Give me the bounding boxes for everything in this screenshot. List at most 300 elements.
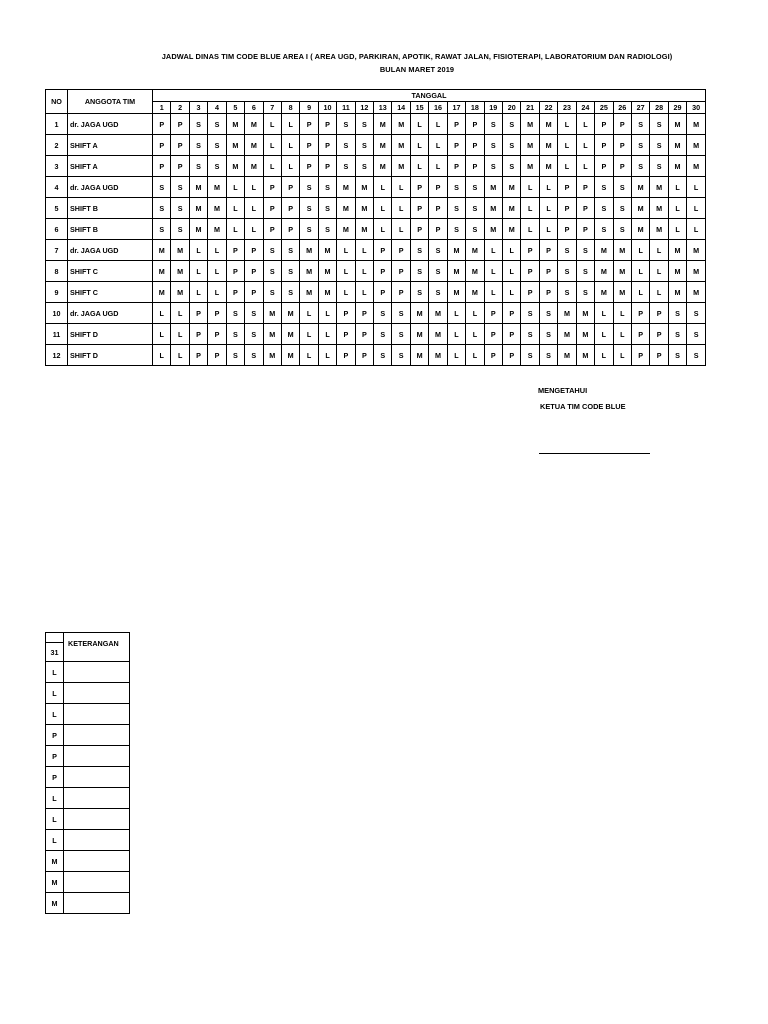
shift-cell: L <box>503 240 521 261</box>
shift-cell: P <box>374 282 392 303</box>
member-name: dr. JAGA UGD <box>68 240 153 261</box>
shift-cell: L <box>521 177 539 198</box>
notes-row <box>46 851 130 872</box>
shift-cell: L <box>208 282 226 303</box>
shift-cell: L <box>374 198 392 219</box>
shift-cell: M <box>300 240 318 261</box>
shift-cell: M <box>189 177 207 198</box>
shift-cell: M <box>429 303 447 324</box>
shift-cell: P <box>576 198 594 219</box>
day-header-cell: 11 <box>337 102 355 114</box>
shift-cell: S <box>466 177 484 198</box>
shift-cell: S <box>613 219 631 240</box>
shift-cell: M <box>558 345 576 366</box>
shift-cell: S <box>355 156 373 177</box>
shift-cell: L <box>153 324 171 345</box>
shift-cell: S <box>576 282 594 303</box>
shift-cell: P <box>337 303 355 324</box>
shift-cell: S <box>263 282 281 303</box>
shift-cell: P <box>631 324 649 345</box>
table-row <box>46 261 706 282</box>
shift-cell: S <box>171 177 189 198</box>
shift-cell: M <box>521 135 539 156</box>
shift-cell: P <box>245 240 263 261</box>
shift-cell: L <box>631 282 649 303</box>
shift-cell: S <box>576 240 594 261</box>
shift-cell: S <box>318 219 336 240</box>
shift-cell: P <box>613 135 631 156</box>
shift-cell: M <box>484 198 502 219</box>
table-row <box>46 303 706 324</box>
shift-cell: P <box>410 198 428 219</box>
member-name: dr. JAGA UGD <box>68 303 153 324</box>
member-name: SHIFT A <box>68 156 153 177</box>
shift-cell: M <box>226 156 244 177</box>
notes-row <box>46 872 130 893</box>
shift-cell: P <box>466 114 484 135</box>
shift-cell: L <box>447 324 465 345</box>
shift-cell: P <box>613 156 631 177</box>
notes-cell[interactable] <box>64 746 130 767</box>
notes-row <box>46 893 130 914</box>
shift-cell: P <box>171 114 189 135</box>
shift-cell: M <box>539 156 557 177</box>
member-name: SHIFT D <box>68 345 153 366</box>
shift-cell: P <box>558 198 576 219</box>
shift-cell: P <box>484 324 502 345</box>
shift-cell: S <box>410 240 428 261</box>
shift-cell: L <box>447 303 465 324</box>
shift-cell: L <box>521 219 539 240</box>
shift-cell: M <box>631 177 649 198</box>
shift-cell: M <box>355 219 373 240</box>
day-header-cell: 27 <box>631 102 649 114</box>
day-header-cell: 4 <box>208 102 226 114</box>
day-header-cell: 7 <box>263 102 281 114</box>
shift-cell: M <box>595 261 613 282</box>
shift-cell: M <box>687 240 706 261</box>
row-number: 2 <box>46 135 68 156</box>
shift-cell: P <box>281 219 299 240</box>
shift-cell: M <box>613 261 631 282</box>
member-name: SHIFT C <box>68 261 153 282</box>
shift-cell: M <box>374 114 392 135</box>
notes-row <box>46 704 130 725</box>
shift-cell: P <box>374 261 392 282</box>
day-header-cell: 3 <box>189 102 207 114</box>
shift-cell: S <box>631 114 649 135</box>
shift-cell: S <box>539 303 557 324</box>
notes-cell[interactable] <box>64 851 130 872</box>
shift-cell: M <box>263 324 281 345</box>
shift-cell: M <box>337 219 355 240</box>
shift-cell: L <box>300 324 318 345</box>
shift-cell: P <box>355 345 373 366</box>
day-header-cell: 16 <box>429 102 447 114</box>
shift-cell: L <box>281 114 299 135</box>
notes-cell[interactable] <box>64 725 130 746</box>
row-number: 8 <box>46 261 68 282</box>
shift-cell: M <box>484 177 502 198</box>
shift-cell: S <box>631 135 649 156</box>
shift-cell: M <box>226 135 244 156</box>
notes-row <box>46 809 130 830</box>
shift-cell: S <box>447 198 465 219</box>
shift-cell: S <box>392 303 410 324</box>
shift-cell: S <box>263 261 281 282</box>
shift-cell: P <box>226 261 244 282</box>
shift-cell: L <box>631 240 649 261</box>
shift-cell: L <box>668 219 686 240</box>
table-row <box>46 156 706 177</box>
shift-cell: P <box>153 135 171 156</box>
shift-cell: P <box>558 177 576 198</box>
shift-cell: P <box>650 303 668 324</box>
shift-cell: M <box>668 282 686 303</box>
col-member-header: ANGGOTA TIM <box>68 90 153 114</box>
shift-cell: S <box>392 324 410 345</box>
shift-cell: P <box>318 114 336 135</box>
day-header-cell: 15 <box>410 102 428 114</box>
acknowledged-label: MENGETAHUI <box>538 386 588 395</box>
table-row <box>46 177 706 198</box>
row-number: 11 <box>46 324 68 345</box>
shift-cell: L <box>687 219 706 240</box>
shift-cell: S <box>503 156 521 177</box>
row-number: 10 <box>46 303 68 324</box>
shift-cell: S <box>503 114 521 135</box>
shift-cell: L <box>539 219 557 240</box>
shift-cell: S <box>281 261 299 282</box>
day-header-cell: 21 <box>521 102 539 114</box>
shift-cell: M <box>539 135 557 156</box>
shift-cell: L <box>558 156 576 177</box>
shift-cell: L <box>595 345 613 366</box>
day-header-cell: 8 <box>281 102 299 114</box>
shift-cell: P <box>300 114 318 135</box>
signature-line <box>539 453 650 454</box>
shift-cell: M <box>576 345 594 366</box>
day-header-cell: 13 <box>374 102 392 114</box>
shift-cell: S <box>226 345 244 366</box>
shift-cell: S <box>595 198 613 219</box>
shift-cell: M <box>521 156 539 177</box>
day-header-cell: 1 <box>153 102 171 114</box>
shift-cell: S <box>484 135 502 156</box>
shift-cell: M <box>668 240 686 261</box>
notes-cell[interactable] <box>64 683 130 704</box>
shift-cell: S <box>466 219 484 240</box>
shift-cell: S <box>595 219 613 240</box>
shift-cell: S <box>337 156 355 177</box>
shift-cell: L <box>245 177 263 198</box>
shift-cell: P <box>595 135 613 156</box>
table-row <box>46 345 706 366</box>
shift-cell: P <box>631 303 649 324</box>
shift-cell: M <box>466 282 484 303</box>
member-name: dr. JAGA UGD <box>68 177 153 198</box>
notes-row <box>46 683 130 704</box>
shift-cell: M <box>539 114 557 135</box>
day31-shift-cell: L <box>46 809 64 830</box>
shift-cell: L <box>374 219 392 240</box>
shift-cell: S <box>503 135 521 156</box>
shift-cell: M <box>281 303 299 324</box>
shift-cell: L <box>189 261 207 282</box>
shift-cell: M <box>668 135 686 156</box>
shift-cell: L <box>410 114 428 135</box>
shift-cell: P <box>447 156 465 177</box>
shift-cell: P <box>429 177 447 198</box>
shift-cell: M <box>650 198 668 219</box>
shift-cell: L <box>595 324 613 345</box>
shift-cell: M <box>318 240 336 261</box>
shift-cell: L <box>668 177 686 198</box>
shift-cell: M <box>668 156 686 177</box>
shift-cell: P <box>576 177 594 198</box>
shift-cell: M <box>631 219 649 240</box>
shift-cell: M <box>281 345 299 366</box>
shift-cell: L <box>153 303 171 324</box>
shift-cell: P <box>355 324 373 345</box>
shift-cell: S <box>539 324 557 345</box>
shift-cell: S <box>668 324 686 345</box>
shift-cell: L <box>226 198 244 219</box>
notes-cell[interactable] <box>64 767 130 788</box>
notes-cell[interactable] <box>64 704 130 725</box>
shift-cell: L <box>171 345 189 366</box>
shift-cell: S <box>189 156 207 177</box>
shift-cell: M <box>392 135 410 156</box>
shift-cell: P <box>521 240 539 261</box>
shift-cell: L <box>226 177 244 198</box>
shift-cell: P <box>337 324 355 345</box>
shift-cell: M <box>613 282 631 303</box>
shift-cell: S <box>576 261 594 282</box>
shift-cell: M <box>245 114 263 135</box>
member-name: SHIFT B <box>68 219 153 240</box>
shift-cell: P <box>189 324 207 345</box>
notes-row <box>46 662 130 683</box>
shift-cell: P <box>650 345 668 366</box>
shift-cell: P <box>503 345 521 366</box>
day-header-cell: 17 <box>447 102 465 114</box>
day31-shift-cell: L <box>46 830 64 851</box>
day31-shift-cell: M <box>46 893 64 914</box>
shift-cell: P <box>539 240 557 261</box>
notes-cell[interactable] <box>64 809 130 830</box>
shift-cell: M <box>521 114 539 135</box>
shift-cell: M <box>208 198 226 219</box>
shift-cell: P <box>503 324 521 345</box>
shift-cell: L <box>613 345 631 366</box>
shift-cell: S <box>613 198 631 219</box>
shift-cell: L <box>355 240 373 261</box>
shift-cell: S <box>484 156 502 177</box>
shift-cell: L <box>539 198 557 219</box>
shift-cell: S <box>392 345 410 366</box>
shift-cell: P <box>503 303 521 324</box>
day-header-cell: 2 <box>171 102 189 114</box>
shift-cell: L <box>318 303 336 324</box>
shift-cell: S <box>226 303 244 324</box>
shift-cell: S <box>650 135 668 156</box>
shift-cell: L <box>392 198 410 219</box>
shift-cell: P <box>245 282 263 303</box>
shift-cell: L <box>318 345 336 366</box>
shift-cell: L <box>503 261 521 282</box>
shift-cell: P <box>263 177 281 198</box>
shift-cell: M <box>576 324 594 345</box>
shift-cell: P <box>595 156 613 177</box>
shift-cell: P <box>318 156 336 177</box>
shift-cell: M <box>337 177 355 198</box>
shift-cell: S <box>410 261 428 282</box>
shift-cell: M <box>189 198 207 219</box>
row-number: 3 <box>46 156 68 177</box>
shift-cell: M <box>687 261 706 282</box>
shift-cell: M <box>226 114 244 135</box>
shift-cell: M <box>687 156 706 177</box>
shift-cell: M <box>153 240 171 261</box>
shift-cell: M <box>355 177 373 198</box>
day-header-cell: 26 <box>613 102 631 114</box>
shift-cell: S <box>558 282 576 303</box>
shift-cell: P <box>429 198 447 219</box>
member-name: SHIFT D <box>68 324 153 345</box>
shift-cell: P <box>281 198 299 219</box>
shift-cell: S <box>521 303 539 324</box>
shift-cell: S <box>300 177 318 198</box>
shift-cell: S <box>263 240 281 261</box>
shift-cell: S <box>374 303 392 324</box>
shift-cell: M <box>355 198 373 219</box>
shift-cell: P <box>263 219 281 240</box>
shift-cell: L <box>576 135 594 156</box>
shift-cell: S <box>595 177 613 198</box>
shift-cell: L <box>355 261 373 282</box>
shift-cell: S <box>189 114 207 135</box>
shift-cell: S <box>208 114 226 135</box>
shift-cell: S <box>208 135 226 156</box>
shift-cell: L <box>631 261 649 282</box>
schedule-title: JADWAL DINAS TIM CODE BLUE AREA I ( AREA UGD, PARKIRAN, APOTIK, RAWAT JALAN, FISIOTERAPI, LABORATORIUM DAN RADIOLOGI) <box>161 52 673 61</box>
shift-cell: S <box>318 177 336 198</box>
shift-cell: L <box>189 282 207 303</box>
shift-cell: M <box>558 324 576 345</box>
shift-cell: S <box>447 219 465 240</box>
shift-cell: M <box>558 303 576 324</box>
notes-header-row <box>46 633 130 643</box>
shift-cell: L <box>484 240 502 261</box>
shift-cell: M <box>208 177 226 198</box>
shift-cell: L <box>208 261 226 282</box>
shift-cell: M <box>687 135 706 156</box>
shift-cell: P <box>650 324 668 345</box>
notes-row <box>46 830 130 851</box>
shift-cell: P <box>539 261 557 282</box>
notes-day-31: 31 <box>46 643 64 662</box>
shift-cell: L <box>337 261 355 282</box>
shift-cell: M <box>281 324 299 345</box>
shift-cell: S <box>521 324 539 345</box>
day-header-cell: 9 <box>300 102 318 114</box>
shift-cell: L <box>300 303 318 324</box>
shift-cell: L <box>245 219 263 240</box>
shift-cell: M <box>153 282 171 303</box>
col-no-header: NO <box>46 90 68 114</box>
notes-cell[interactable] <box>64 872 130 893</box>
notes-cell[interactable] <box>64 830 130 851</box>
shift-cell: S <box>558 261 576 282</box>
shift-cell: M <box>171 240 189 261</box>
shift-cell: P <box>447 114 465 135</box>
member-name: SHIFT A <box>68 135 153 156</box>
notes-cell[interactable] <box>64 662 130 683</box>
shift-cell: M <box>429 324 447 345</box>
shift-cell: P <box>153 156 171 177</box>
shift-cell: M <box>595 240 613 261</box>
day-header-cell: 10 <box>318 102 336 114</box>
shift-cell: S <box>281 240 299 261</box>
shift-cell: M <box>576 303 594 324</box>
shift-cell: M <box>374 135 392 156</box>
shift-cell: P <box>521 282 539 303</box>
shift-cell: L <box>263 135 281 156</box>
shift-cell: M <box>650 177 668 198</box>
shift-cell: L <box>226 219 244 240</box>
shift-cell: S <box>447 177 465 198</box>
shift-cell: P <box>171 156 189 177</box>
notes-cell[interactable] <box>64 893 130 914</box>
shift-cell: L <box>650 240 668 261</box>
shift-cell: P <box>410 177 428 198</box>
row-number: 9 <box>46 282 68 303</box>
shift-cell: S <box>429 261 447 282</box>
shift-cell: L <box>466 303 484 324</box>
table-row <box>46 282 706 303</box>
shift-cell: L <box>429 135 447 156</box>
shift-cell: P <box>153 114 171 135</box>
table-row <box>46 198 706 219</box>
notes-cell[interactable] <box>64 788 130 809</box>
notes-row <box>46 767 130 788</box>
shift-cell: P <box>171 135 189 156</box>
day-header-cell: 28 <box>650 102 668 114</box>
shift-cell: M <box>447 282 465 303</box>
shift-cell: M <box>189 219 207 240</box>
day-header-cell: 5 <box>226 102 244 114</box>
shift-cell: M <box>263 345 281 366</box>
shift-cell: M <box>410 345 428 366</box>
shift-cell: P <box>613 114 631 135</box>
shift-cell: P <box>208 345 226 366</box>
shift-cell: S <box>668 345 686 366</box>
shift-cell: M <box>171 261 189 282</box>
shift-cell: P <box>466 156 484 177</box>
shift-cell: S <box>429 240 447 261</box>
day-header-cell: 14 <box>392 102 410 114</box>
shift-cell: M <box>208 219 226 240</box>
shift-cell: L <box>539 177 557 198</box>
shift-cell: P <box>429 219 447 240</box>
shift-cell: P <box>392 240 410 261</box>
shift-cell: L <box>281 156 299 177</box>
shift-cell: L <box>208 240 226 261</box>
row-number: 12 <box>46 345 68 366</box>
shift-cell: P <box>631 345 649 366</box>
day-header-cell: 24 <box>576 102 594 114</box>
